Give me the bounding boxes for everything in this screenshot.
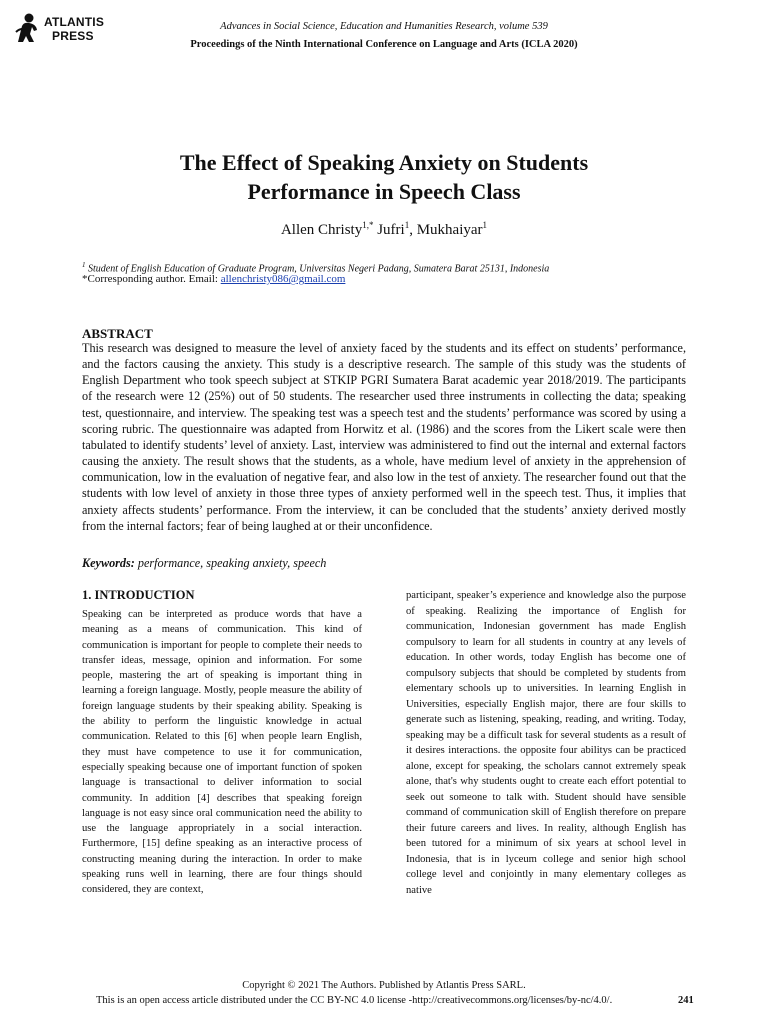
title-line-1: The Effect of Speaking Anxiety on Students — [179, 150, 589, 175]
corresponding-author — [82, 272, 702, 286]
author-name: Jufri — [377, 222, 405, 238]
author-list: Allen Christy$^{1,*}$ Jufri$^1$, Mukhaiyar$^1$ — [280, 220, 488, 238]
logo-text-press: PRESS — [52, 29, 94, 43]
journal-series: Advances in Social Science, Education and Humanities Research, volume 539 — [220, 21, 548, 32]
author-sup: 1 — [482, 220, 488, 230]
abstract-heading: ABSTRACT — [82, 326, 153, 341]
body-paragraph: participant, speaker’s experience and knowledge also the purpose of speaking. Realizing the importance of English for communication, Indonesian government has made English compulsory to learn for all students in country at any levels of education. In other words, today English has become one of compulsory subjects that should be completed by students from elementary schools up to universities. In learning English in Universities, especially English major, there are four skills to generate such as listening, speaking, reading, and writing. Today, speaking may be a difficult task for several students as a result of it desires interactions. the opposite four abilitys can be practiced alone, except for speaking, the scholars cannot extremely speak alone, that's why students ought to create each effort potential to seek out someone to talk with. Student should have sensible command of communication skill of English therefore on prepare their future careers and lives. In reality, although English has been tutored for a minimum of six years at school level in Indonesia, that is in lyceum college and senior high school college level and conjointly in many elementary colleges as native — [406, 590, 686, 896]
author-name: Allen Christy — [280, 222, 363, 238]
logo-text-atlantis: ATLANTIS — [44, 15, 105, 29]
conference-proceedings: Proceedings of the Ninth International Conference on Language and Arts (ICLA 2020) — [190, 39, 578, 50]
license-notice: This is an open access article distributed under the CC BY-NC 4.0 license -http://creativecommons.org/licenses/by-nc/4.0/. — [96, 995, 613, 1006]
copyright-notice: Copyright © 2021 The Authors. Published by Atlantis Press SARL. — [242, 980, 526, 991]
page-number: 241 — [678, 995, 694, 1006]
left-column — [82, 588, 362, 898]
section-heading: 1. INTRODUCTION — [82, 588, 195, 602]
keywords — [82, 556, 686, 571]
paper-title — [0, 148, 768, 206]
title-line-2: Performance in Speech Class — [247, 179, 521, 204]
keywords-value: performance, speaking anxiety, speech — [134, 556, 327, 570]
author-name: Mukhaiyar — [416, 222, 483, 238]
affiliation-text: Student of English Education of Graduate Program, Universitas Negeri Padang, Sumatera Barat 25131, Indonesia — [88, 263, 550, 275]
affiliation-number: 1 — [82, 261, 86, 269]
author-sup: 1,* — [362, 220, 374, 230]
body-paragraph: Speaking can be interpreted as produce words that have a meaning as a means of communication. This kind of communication is important for people to complete their needs to transfer ideas, message, opinion and information. For some people, mastering the art of speaking is important thing in learning a foreign language. Mostly, people measure the ability of foreign language students by their speaking ability. Speaking is the ability to perform the linguistic knowledge in actual communication. Related to this [6] when people learn English, they must have competence to use it for communication, especially speaking because one of important function of spoken language is transactional to deliver information to social community. In addition [4] describes that speaking foreign language is not easy since oral communication need the ability to use the language appropriately in a social interaction. Furthermore, [15] define speaking as an interactive process of constructing meaning during the interaction. In order to make speaking runs well in learning, there are four things should considered, they are context, — [82, 609, 362, 896]
keywords-label: Keywords: — [82, 556, 135, 570]
author-sup: 1 — [404, 220, 410, 230]
right-column — [406, 588, 686, 898]
abstract-text: This research was designed to measure the level of anxiety faced by the students and its effect on students’ performance, and the factors causing the anxiety. This study is a descriptive research. The sample of this study was the students of English Department who took speech subject at STKIP PGRI Sumatera Barat academic year 2018/2019. The participants of the research were 12 (25%) out of 50 students. The researcher used three instruments in collecting the data; speaking test, questionnaire, and interview. The speaking test was a speech test and the students’ performance was scored by using a scoring rubric. The questionnaire was adapted from Horwitz et al. (1986) and the scores from the Likert scale were then tabulated to identify students’ level of anxiety. Last, interview was administered to find out the internal and external factors causing the anxiety. The result shows that the students, as a whole, have medium level of anxiety in the apprehension of communication, low in the evaluation of negative fear, and also low in the test of anxiety. The researcher found out that the students with low level of anxiety in those three types of anxiety performed well in the speech test. Thus, it implies that anxiety affects students’ performance. From the interview, it can be concluded that the students’ anxiety derived mostly from the internal factors; fear of being laughed at or their unconfidence. — [82, 341, 686, 533]
email-link[interactable]: allenchristy086@gmail.com — [220, 273, 346, 285]
corresponding-label: *Corresponding author. Email: — [82, 273, 221, 285]
